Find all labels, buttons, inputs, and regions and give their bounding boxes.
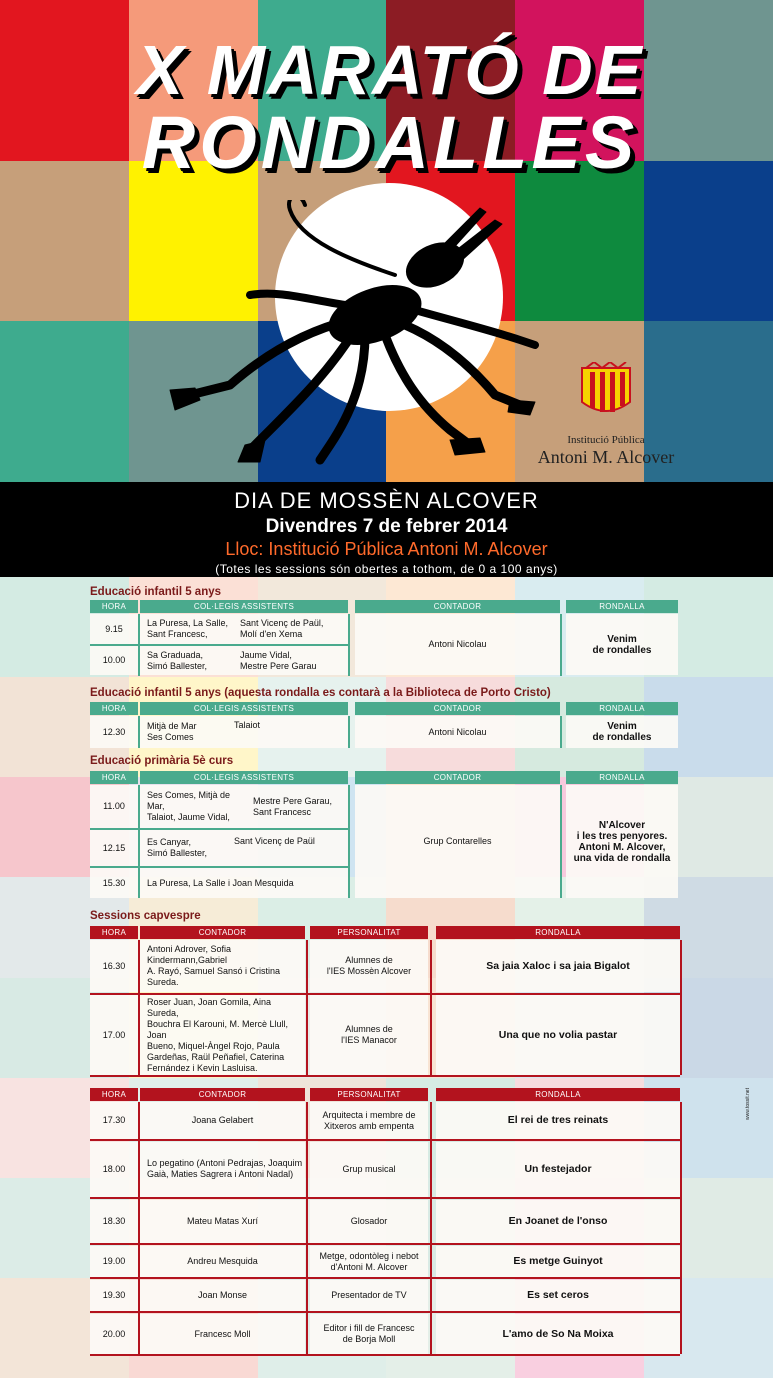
rondalla-cell: Venim de rondalles [566, 614, 678, 675]
rondalla-cell: Es metge Guinyot [436, 1246, 680, 1277]
divider [138, 940, 140, 1075]
header-rondalla: RONDALLA [566, 771, 678, 784]
header-personalitat: PERSONALITAT [310, 1088, 428, 1101]
hora-cell: 18.00 [90, 1142, 138, 1197]
divider [430, 940, 432, 1075]
banner-note: (Totes les sessions són obertes a tothom, de 0 a 100 anys) [215, 562, 558, 576]
hora-cell: 20.00 [90, 1314, 138, 1354]
personalitat-cell: Alumnes de l'IES Mossèn Alcover [310, 940, 428, 992]
contador-cell: Grup Contarelles [355, 785, 560, 898]
hora-cell: 17.00 [90, 995, 138, 1075]
divider [90, 828, 348, 830]
hora-cell: 19.30 [90, 1280, 138, 1311]
hora-cell: 19.00 [90, 1246, 138, 1277]
divider [90, 866, 348, 868]
event-banner [0, 482, 773, 577]
contador-cell: Joan Monse [140, 1280, 305, 1311]
col-legis-cell: Jaume Vidal, Mestre Pere Garau [230, 646, 348, 675]
hora-cell: 9.15 [90, 614, 138, 644]
divider [90, 1354, 680, 1356]
logo-text-top: Institució Pública [567, 434, 645, 446]
divider [348, 614, 350, 676]
header-hora: HORA [90, 771, 138, 784]
rondalla-cell: Es set ceros [436, 1280, 680, 1311]
header-contador: CONTADOR [140, 1088, 305, 1101]
contador-cell: Antoni Nicolau [355, 716, 560, 748]
rondalla-cell: Un festejador [436, 1142, 680, 1197]
divider [348, 716, 350, 748]
header-contador: CONTADOR [140, 926, 305, 939]
hora-cell: 18.30 [90, 1200, 138, 1243]
rondalla-cell: L'amo de So Na Moixa [436, 1314, 680, 1354]
divider [90, 644, 348, 646]
divider [90, 1311, 680, 1313]
personalitat-cell: Alumnes de l'IES Manacor [310, 995, 428, 1075]
logo-text-bottom: Antoni M. Alcover [537, 447, 675, 467]
institucio-logo-shield-icon [580, 362, 632, 420]
personalitat-cell: Grup musical [310, 1142, 428, 1197]
hora-cell: 12.30 [90, 716, 138, 748]
header-hora: HORA [90, 1088, 138, 1101]
contador-cell: Antoni Adrover, Sofia Kindermann,Gabriel A. Rayó, Samuel Sansó i Cristina Sureda. [140, 940, 305, 992]
contador-cell: Roser Juan, Joan Gomila, Aina Sureda, Bouchra El Karouni, M. Mercè Llull, Joan Bueno, Miquel-Àngel Rojo, Paula Gardeñas, Raül Peñafiel, Caterina Fernández i Kevin Lasluisa. [140, 995, 305, 1075]
hora-cell: 11.00 [90, 785, 138, 828]
rondalla-cell: Una que no volia pastar [436, 995, 680, 1075]
header-contador: CONTADOR [355, 600, 560, 613]
divider [90, 1243, 680, 1245]
divider [680, 1102, 682, 1354]
divider [348, 785, 350, 898]
header-rondalla: RONDALLA [436, 1088, 680, 1101]
divider [90, 1075, 680, 1077]
section-title-primaria: Educació primària 5è curs [90, 755, 234, 767]
personalitat-cell: Metge, odontòleg i nebot d'Antoni M. Alcover [310, 1246, 428, 1277]
header-hora: HORA [90, 600, 138, 613]
col-legis-cell: La Puresa, La Salle, Sant Francesc, [140, 614, 230, 644]
header-col-legis: COL·LEGIS ASSISTENTS [140, 702, 348, 715]
contador-cell: Mateu Matas Xurí [140, 1200, 305, 1243]
header-contador: CONTADOR [355, 702, 560, 715]
hora-cell: 12.15 [90, 830, 138, 866]
section-title-capvespre: Sessions capvespre [90, 910, 201, 922]
contador-cell: Joana Gelabert [140, 1102, 305, 1139]
banner-day-name: DIA DE MOSSÈN ALCOVER [234, 488, 539, 513]
hora-cell: 15.30 [90, 868, 138, 898]
personalitat-cell: Editor i fill de Francesc de Borja Moll [310, 1314, 428, 1354]
poster-title-line1: X MARATÓ DE [136, 31, 644, 109]
col-legis-cell: Talaiot [220, 716, 348, 748]
contador-cell: Francesc Moll [140, 1314, 305, 1354]
header-rondalla: RONDALLA [566, 702, 678, 715]
divider [138, 716, 140, 748]
divider [680, 940, 682, 1075]
personalitat-cell: Glosador [310, 1200, 428, 1243]
section-title-infantil: Educació infantil 5 anys [90, 586, 222, 598]
divider [306, 940, 308, 1075]
section-title-infantil-porto-cristo: Educació infantil 5 anys (aquesta rondalla es contarà a la Biblioteca de Porto Cristo) [90, 687, 551, 699]
col-legis-cell: Mitjà de Mar Ses Comes [140, 716, 220, 748]
divider [138, 785, 140, 898]
header-col-legis: COL·LEGIS ASSISTENTS [140, 771, 348, 784]
col-legis-cell: La Puresa, La Salle i Joan Mesquida [140, 868, 348, 898]
banner-date: Divendres 7 de febrer 2014 [265, 516, 508, 537]
header-personalitat: PERSONALITAT [310, 926, 428, 939]
col-legis-cell: Ses Comes, Mitjà de Mar, Talaiot, Jaume Vidal, [140, 785, 245, 828]
header-hora: HORA [90, 702, 138, 715]
dimoni-silhouette-illustration [150, 200, 550, 470]
rondalla-cell: Sa jaia Xaloc i sa jaia Bigalot [436, 940, 680, 992]
divider [560, 614, 562, 676]
personalitat-cell: Presentador de TV [310, 1280, 428, 1311]
rondalla-cell: El rei de tres reinats [436, 1102, 680, 1139]
poster-title-line2: RONDALLES [141, 101, 639, 184]
printer-credit: www.tossit.net [745, 1088, 751, 1120]
hora-cell: 17.30 [90, 1102, 138, 1139]
hora-cell: 16.30 [90, 940, 138, 992]
contador-cell: Antoni Nicolau [355, 614, 560, 675]
rondalla-cell: N'Alcover i les tres penyores. Antoni M. Alcover, una vida de rondalla [566, 785, 678, 898]
contador-cell: Andreu Mesquida [140, 1246, 305, 1277]
rondalla-cell: En Joanet de l'onso [436, 1200, 680, 1243]
col-legis-cell: Mestre Pere Garau, Sant Francesc [245, 785, 348, 828]
header-col-legis: COL·LEGIS ASSISTENTS [140, 600, 348, 613]
contador-cell: Lo pegatino (Antoni Pedrajas, Joaquim Gaià, Maties Sagrera i Antoni Nadal) [140, 1142, 305, 1197]
hora-cell: 10.00 [90, 646, 138, 675]
divider [90, 1277, 680, 1279]
divider [90, 1197, 680, 1199]
divider [90, 993, 680, 995]
divider [90, 1139, 680, 1141]
header-hora: HORA [90, 926, 138, 939]
banner-location: Lloc: Institució Pública Antoni M. Alcover [225, 539, 548, 559]
header-contador: CONTADOR [355, 771, 560, 784]
col-legis-cell: Es Canyar, Simó Ballester, [140, 830, 230, 866]
col-legis-cell: Sant Vicenç de Paül [230, 830, 348, 866]
header-rondalla: RONDALLA [566, 600, 678, 613]
rondalla-cell: Venim de rondalles [566, 716, 678, 748]
header-rondalla: RONDALLA [436, 926, 680, 939]
divider [560, 716, 562, 748]
personalitat-cell: Arquitecta i membre de Xitxeros amb empenta [310, 1102, 428, 1139]
divider [560, 785, 562, 898]
col-legis-cell: Sant Vicenç de Paül, Molí d'en Xema [230, 614, 348, 644]
col-legis-cell: Sa Graduada, Simó Ballester, [140, 646, 230, 675]
